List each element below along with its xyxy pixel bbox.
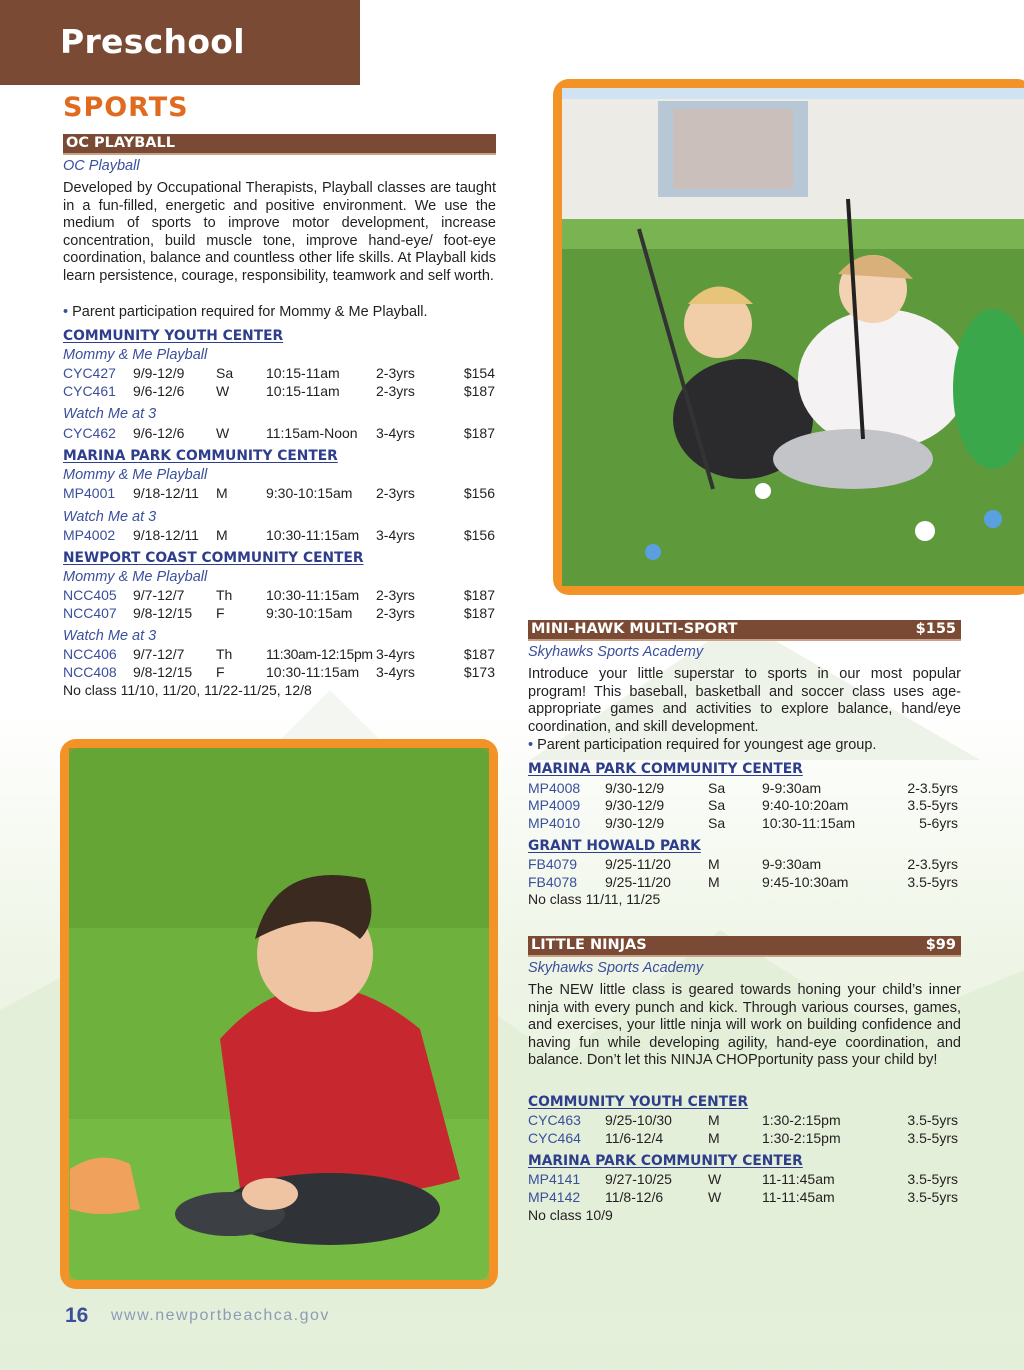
course-code[interactable]: CYC463 [528,1112,581,1128]
location-name[interactable]: NEWPORT COAST COMMUNITY CENTER [63,550,364,566]
ages: 3-4yrs [376,425,415,441]
day: M [708,874,720,890]
fee: $173 [463,664,495,680]
course-code[interactable]: MP4009 [528,797,581,813]
ages: 3.5-5yrs [907,1171,958,1187]
course-code[interactable]: MP4001 [63,485,116,501]
class-subtitle: Mommy & Me Playball [63,467,208,483]
location-name[interactable]: COMMUNITY YOUTH CENTER [63,328,284,344]
table-row [63,383,496,400]
dates: 9/6-12/6 [133,383,185,399]
location-name[interactable]: MARINA PARK COMMUNITY CENTER [528,1153,803,1169]
class-bar-little-ninjas [528,936,961,957]
table-row [63,425,496,442]
day: Th [216,587,233,603]
ages: 3.5-5yrs [907,1189,958,1205]
table-row [528,1130,960,1147]
time: 1:30-2:15pm [762,1112,841,1128]
table-row [528,780,960,797]
class-description: Developed by Occupational Therapists, Playball classes are taught in a fun-filled, energetic and positive environment. We use the medium of sports to improve motor development, increase concentration, build muscle tone, improve hand-eye/ foot-eye coordination, balance and countless other life skills. At Playball kids learn persistence, courage, responsibility, teamwork and self worth. [63,180,496,284]
table-row [528,1112,960,1129]
course-code[interactable]: MP4142 [528,1189,581,1205]
ages: 2-3yrs [376,365,415,381]
photo-boy-grass [60,739,498,1289]
ages: 3.5-5yrs [907,874,958,890]
ages: 2-3yrs [376,587,415,603]
table-row [528,1171,960,1188]
section-title: SPORTS [63,92,189,123]
dates: 11/6-12/4 [605,1130,664,1146]
page-number: 16 [65,1304,89,1327]
location-name[interactable]: MARINA PARK COMMUNITY CENTER [528,761,803,777]
dates: 9/8-12/15 [133,605,193,621]
page-title: Preschool [60,22,245,61]
table-row [63,605,496,622]
class-name: OC PLAYBALL [66,135,175,151]
dates: 9/18-12/11 [133,485,199,501]
course-code[interactable]: MP4008 [528,780,581,796]
time: 9:30-10:15am [266,605,353,621]
photo-boy-grass-image [60,739,498,1289]
course-code[interactable]: FB4079 [528,856,578,872]
time: 10:30-11:15am [762,815,856,831]
course-code[interactable]: MP4141 [528,1171,581,1187]
time: 9-9:30am [762,856,822,872]
dates: 9/27-10/25 [605,1171,672,1187]
day: W [708,1171,722,1187]
table-row [63,664,496,681]
fee: $154 [463,365,495,381]
time: 10:15-11am [266,383,340,399]
class-price: $99 [925,937,956,953]
no-class-note: No class 11/11, 11/25 [528,891,661,907]
table-row [528,1189,960,1206]
fee: $187 [463,383,495,399]
day: W [216,383,230,399]
day: M [708,1112,720,1128]
time: 9:30-10:15am [266,485,353,501]
dates: 9/7-12/7 [133,646,185,662]
course-code[interactable]: MP4010 [528,815,581,831]
class-bar-oc-playball [63,134,496,155]
table-row [63,527,496,544]
time: 11-11:45am [762,1171,835,1187]
ages: 5-6yrs [919,815,958,831]
time: 10:30-11:15am [266,527,360,543]
dates: 9/25-10/30 [605,1112,672,1128]
class-description: Introduce your little superstar to sports in our most popular program! This baseball, basketball and soccer class uses age-appropriate games and activities to explore balance, hand/eye coordination, and skill development. [528,666,961,735]
time: 11-11:45am [762,1189,835,1205]
class-description: The NEW little class is geared towards honing your child’s inner ninja with every punch and kick. Through various courses, games, and exercises, your little ninja will work on building confidence and having fun while developing agility, hand-eye coordination, and balance. Don’t let this NINJA CHOPportunity pass your child by! [528,982,961,1069]
class-subtitle: Watch Me at 3 [63,628,157,644]
day: Th [216,646,233,662]
day: Sa [708,780,726,796]
bullet-icon: • [528,737,534,753]
class-bar-mini-hawk [528,620,961,641]
course-code[interactable]: NCC406 [63,646,117,662]
course-code[interactable]: CYC464 [528,1130,581,1146]
location-name[interactable]: GRANT HOWALD PARK [528,838,701,854]
course-code[interactable]: MP4002 [63,527,116,543]
fee: $187 [463,425,495,441]
fee: $156 [463,485,495,501]
time: 9-9:30am [762,780,822,796]
time: 11:15am-Noon [266,425,358,441]
dates: 9/9-12/9 [133,365,185,381]
course-code[interactable]: NCC405 [63,587,117,603]
fee: $187 [463,646,495,662]
table-row [63,485,496,502]
day: F [216,605,225,621]
day: M [708,856,720,872]
dates: 9/18-12/11 [133,527,199,543]
time: 11:30am-12:15pm [266,646,373,662]
photo-kids-golf-image [553,79,1024,595]
day: W [708,1189,722,1205]
course-code[interactable]: NCC408 [63,664,117,680]
class-subtitle: Mommy & Me Playball [63,347,208,363]
parent-note [528,737,876,753]
dates: 11/8-12/6 [605,1189,664,1205]
provider: OC Playball [63,158,140,174]
dates: 9/25-11/20 [605,874,671,890]
table-row [528,815,960,832]
ages: 3-4yrs [376,527,415,543]
fee: $156 [463,527,495,543]
fee: $187 [463,605,495,621]
no-class-note: No class 11/10, 11/20, 11/22-11/25, 12/8 [63,682,312,698]
bullet-icon: • [63,304,69,320]
ages: 2-3yrs [376,383,415,399]
ages: 3.5-5yrs [907,1130,958,1146]
ages: 2-3yrs [376,485,415,501]
day: M [216,485,228,501]
day: M [216,527,228,543]
table-row [528,797,960,814]
course-code[interactable]: CYC462 [63,425,116,441]
no-class-note: No class 10/9 [528,1207,613,1223]
dates: 9/30-12/9 [605,815,665,831]
day: Sa [708,797,726,813]
day: W [216,425,230,441]
table-row [63,646,496,663]
day: Sa [708,815,726,831]
day: Sa [216,365,234,381]
provider: Skyhawks Sports Academy [528,960,704,976]
ages: 2-3.5yrs [907,856,958,872]
ages: 3.5-5yrs [907,797,958,813]
course-code[interactable]: CYC461 [63,383,116,399]
provider: Skyhawks Sports Academy [528,644,704,660]
ages: 2-3.5yrs [907,780,958,796]
class-subtitle: Mommy & Me Playball [63,569,208,585]
day: M [708,1130,720,1146]
parent-note [63,304,427,320]
fee: $187 [463,587,495,603]
parent-note-text: Parent participation required for Mommy & Me Playball. [72,304,428,320]
page-header-tab [0,0,360,85]
day: F [216,664,225,680]
dates: 9/25-11/20 [605,856,671,872]
dates: 9/30-12/9 [605,797,665,813]
time: 10:30-11:15am [266,587,360,603]
parent-note-text: Parent participation required for youngest age group. [537,737,877,753]
time: 10:30-11:15am [266,664,360,680]
time: 10:15-11am [266,365,340,381]
ages: 3-4yrs [376,646,415,662]
class-price: $155 [915,621,956,637]
course-code[interactable]: NCC407 [63,605,117,621]
table-row [63,365,496,382]
footer-url[interactable]: www.newportbeachca.gov [111,1307,330,1324]
course-code[interactable]: CYC427 [63,365,116,381]
class-subtitle: Watch Me at 3 [63,509,157,525]
ages: 3.5-5yrs [907,1112,958,1128]
ages: 2-3yrs [376,605,415,621]
class-subtitle: Watch Me at 3 [63,406,157,422]
ages: 3-4yrs [376,664,415,680]
time: 9:40-10:20am [762,797,849,813]
dates: 9/8-12/15 [133,664,193,680]
time: 9:45-10:30am [762,874,849,890]
location-name[interactable]: COMMUNITY YOUTH CENTER [528,1094,749,1110]
dates: 9/30-12/9 [605,780,665,796]
photo-kids-golf [553,79,1024,595]
course-code[interactable]: FB4078 [528,874,578,890]
table-row [528,856,960,873]
class-name: MINI-HAWK MULTI-SPORT [531,621,738,637]
dates: 9/7-12/7 [133,587,185,603]
table-row [528,874,960,891]
location-name[interactable]: MARINA PARK COMMUNITY CENTER [63,448,338,464]
class-name: LITTLE NINJAS [531,937,647,953]
time: 1:30-2:15pm [762,1130,841,1146]
dates: 9/6-12/6 [133,425,185,441]
table-row [63,587,496,604]
